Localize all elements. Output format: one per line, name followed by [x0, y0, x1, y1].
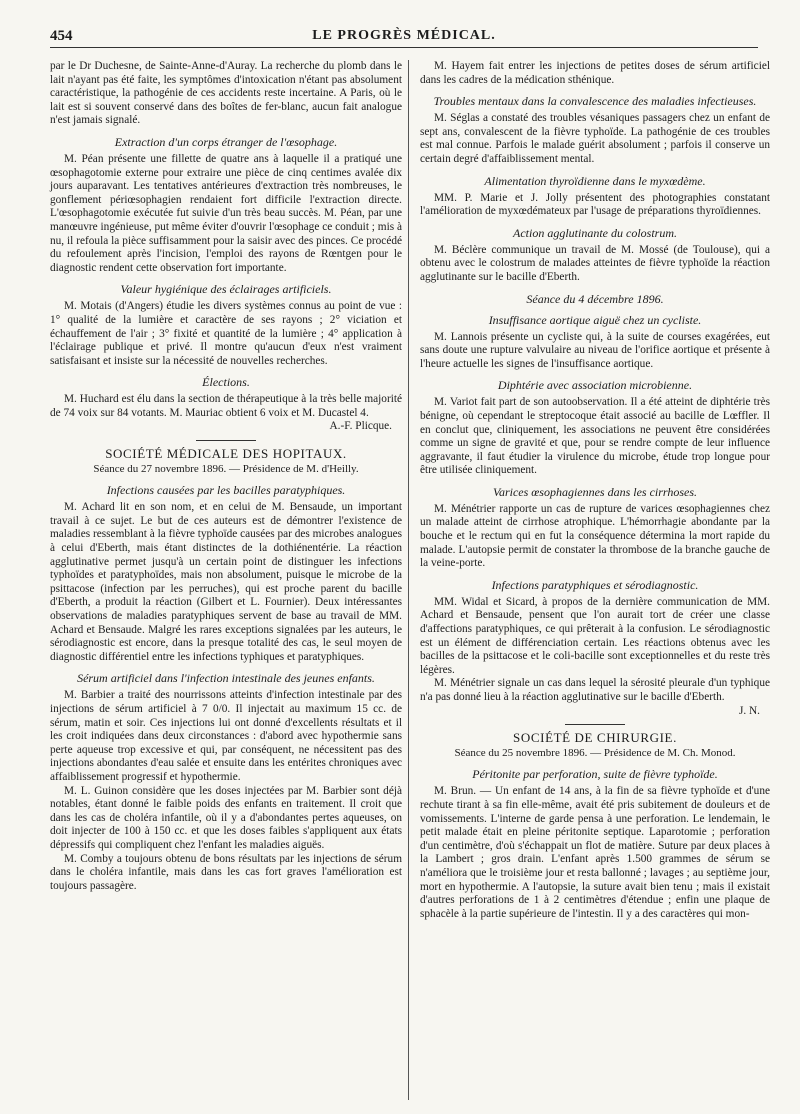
paragraph-barbier: M. Barbier a traité des nourrissons atteints d'infection intestinale par des injections de sérum artificiel à 7 0/0. Il injectait au maximum 15 cc. de sérum, matin et soir. Ces injections lui ont donné d'excellents résultats et il les croit indiquées dans deux circonstances : d'abord avec hypothermie sans perte aqueuse trop excessive et qui, par conséquent, ne nécessitent pas des injections abondantes d'eau salée et ensuite dans les entérites chroniques avec affaiblissement progressif et hypothermie. [50, 689, 402, 783]
section-divider-2 [565, 724, 625, 725]
paragraph-menetrier-2: M. Ménétrier signale un cas dans lequel la sérosité pleurale d'un typhique n'a pas donné lieu à la réaction agglutinative sur le bacille d'Eberth. [420, 677, 770, 703]
heading-action: Action agglutinante du colostrum. [513, 225, 677, 240]
heading-elections: Élections. [202, 375, 250, 390]
paragraph-motais: M. Motais (d'Angers) étudie les divers systèmes connus au point de vue : 1° qualité de la lumière et caractère de ses rayons ; 2° viciation et échauffement de l'air ; 3° fixité et quantité de la lumière ; 4° application à l'éclairage publique et privé. Il montre qu'aucun d'eux n'est vraiment satisfaisant et insiste sur la nécessité de nouvelles recherches. [50, 300, 402, 367]
paragraph-marie: MM. P. Marie et J. Jolly présentent des photographies constatant l'amélioration de myxœdémateux par l'usage de préparations thyroïdiennes. [420, 191, 770, 218]
heading-extraction: Extraction d'un corps étranger de l'œsophage. [114, 134, 338, 149]
paragraph-beclere: M. Béclère communique un travail de M. Mossé (de Toulouse), qui a obtenu avec le colostrum de malades atteintes de fièvre typhoïde la réaction agglutinante sur le bacille d'Eberth. [420, 243, 770, 283]
seance-4-decembre: Séance du 4 décembre 1896. [526, 291, 664, 306]
column-divider [408, 60, 409, 1100]
page-number: 454 [50, 28, 73, 44]
heading-troubles: Troubles mentaux dans la convalescence des maladies infectieuses. [433, 94, 757, 109]
paragraph-huchard: M. Huchard est élu dans la section de thérapeutique à la très belle majorité de 74 voix sur 84 votants. M. Mauriac obtient 6 voix et M. Ducastel 4. [50, 393, 402, 419]
society-hopitaux-title: SOCIÉTÉ MÉDICALE DES HOPITAUX. [105, 446, 347, 462]
section-divider [196, 440, 256, 441]
paragraph-pean: M. Péan présente une fillette de quatre ans à laquelle il a pratiqué une œsophagotomie externe pour extraire une pièce de cinq centimes avalée dix jours auparavant. Les tentatives antérieures d'extraction très nombreuses, le gonflement périœsophagien rendaient fort difficile l'extraction directe. L'œsophagotomie exécutée fut suivie d'un très beau succès. M. Péan, par une manœuvre ingénieuse, put même éviter d'ouvrir l'œsophage ce conduit ; mis à nu, il refoula la pièce suffisamment pour la saisir avec des pinces. Ce procédé du refoulement après l'incision, l'emploi des rayons de Rœntgen pour le diagnostic rendent cette observation fort importante. [50, 152, 402, 274]
right-column [420, 60, 770, 921]
running-title: LE PROGRÈS MÉDICAL. [312, 28, 496, 43]
paragraph-widal: MM. Widal et Sicard, à propos de la dernière communication de MM. Achard et Bensaude, pensent que l'on aurait tort de créer une classe d'affections paratyphiques, ce qui prêterait à la confusion. Le sérodiagnostic est un élément de différenciation certain. Les réactions obtenus avec les bacilles de la psittacose et le coli-bacille sont exceptionnelles et du reste très légères. [420, 595, 770, 676]
heading-peritonite: Péritonite par perforation, suite de fièvre typhoïde. [472, 767, 718, 782]
heading-insuffisance: Insuffisance aortique aiguë chez un cycliste. [488, 312, 702, 327]
heading-serum: Sérum artificiel dans l'infection intestinale des jeunes enfants. [77, 671, 375, 686]
left-column [50, 60, 402, 893]
heading-varices: Varices œsophagiennes dans les cirrhoses. [492, 484, 698, 499]
signature-jn: J. N. [738, 704, 760, 717]
paragraph-lannois: M. Lannois présente un cycliste qui, à la suite de courses exagérées, eut sans doute une rupture valvulaire au niveau de l'orifice aortique et présente à l'heure actuelle les signes de l'insuffisance aortique. [420, 330, 770, 370]
paragraph-seglas: M. Séglas a constaté des troubles vésaniques passagers chez un enfant de sept ans, convalescent de la fièvre typhoïde. La pathogénie de ces troubles est mal connue. Parfois le malade guérit absolument ; parfois il conserve un certain degré d'affaiblissement mental. [420, 112, 770, 165]
seance-25-novembre: Séance du 25 novembre 1896. — Présidence de M. Ch. Monod. [454, 746, 736, 759]
seance-27-novembre: Séance du 27 novembre 1896. — Présidence de M. d'Heilly. [93, 462, 359, 475]
paragraph-achard: M. Achard lit en son nom, et en celui de M. Bensaude, un important travail à ce sujet. Le but de ces auteurs est de démontrer l'existence de maladies ressemblant à la fièvre typhoïde causées par des microbes analogues à celui d'Eberth, mais étant distinctes de la dothiénentérie. La réaction agglutinative permet jusqu'à un certain point de distinguer les infections typhoïdes et paratyphoïdes, mais non absolument, puisque le microbe de la psittacose (infection par les perruches), qui est proche parent du bacille d'Eberth, a produit la réaction (Gilbert et L. Fournier). Deux intéressantes observations de maladies paratyphiques servent de base au travail de MM. Achard et Bensaude. Malgré les rares exceptions signalées par les auteurs, le sérodiagnostic est encore, dans la presque totalité des cas, le seul moyen de diagnostic différentiel entre les infections typhiques et paratyphiques. [50, 501, 402, 663]
paragraph-hayem: M. Hayem fait entrer les injections de petites doses de sérum artificiel dans les cadres de la médication sthénique. [420, 60, 770, 86]
paragraph-comby: M. Comby a toujours obtenu de bons résultats par les injections de sérum dans le choléra infantile, mais dans les cas fort graves l'amélioration est toujours passagère. [50, 852, 402, 892]
heading-alimentation: Alimentation thyroïdienne dans le myxœdème. [484, 173, 706, 188]
heading-valeur: Valeur hygiénique des éclairages artificiels. [120, 282, 332, 297]
heading-diphterie: Diphtérie avec association microbienne. [497, 378, 693, 393]
paragraph-brun: M. Brun. — Un enfant de 14 ans, à la fin de sa fièvre typhoïde et d'une rechute tirant à sa fin elle-même, avait été pris subitement de douleurs et de vomissements. L'interne de garde pensa à une perforation. Le lendemain, le petit malade était en pleine péritonite septique. Laparotomie ; perforation d'un centimètre, d'où s'échappait un flot de matière. Suture par deux places à la Lambert ; gros drain. L'enfant après 1.500 grammes de sérum se n'améliora que le troisième jour et resta ballonné ; lavages ; au septième jour, mort en hypothermie. A l'autopsie, la suture avait bien tenu ; mais il existait d'autres perforations de 1 à 2 centimètres d'étendue ; enfin une plaque de sphacèle à la partie supérieure de l'intestin. Il y a des caractères qui mon- [420, 785, 770, 920]
paragraph-guinon: M. L. Guinon considère que les doses injectées par M. Barbier sont déjà notables, étant donné le faible poids des enfants en traitement. Il croit que dans les cas de choléra infantile, où il y a d'abondantes pertes aqueuses, on doit injecter de 100 à 150 cc. et que les doses faibles s'appliquent aux états dépressifs qui compliquent chez l'enfant les maladies aiguës. [50, 784, 402, 851]
paragraph-intro: par le Dr Duchesne, de Sainte-Anne-d'Auray. La recherche du plomb dans le lait n'ayant pas été faite, les symptômes d'intoxication n'étant pas absolument caractéristique, la pathogénie de ces accidents reste incertaine. A Paris, où le lait est si souvent conservé dans des boîtes de fer-blanc, aucun fait analogue n'est jamais signalé. [50, 60, 402, 127]
paragraph-variot: M. Variot fait part de son autoobservation. Il a été atteint de diphtérie très bénigne, où cependant le streptocoque était associé au bacille de Lœffler. Il en conclut que, cliniquement, les associations ne peuvent être considérées comme un signe de gravité et que, pour se rendre compte de leur influence aggravante, il faut étudier la virulence du microbe, étude trop longue pour être utilisée cliniquement. [420, 396, 770, 477]
paragraph-menetrier: M. Ménétrier rapporte un cas de rupture de varices œsophagiennes chez un malade atteint de cirrhose atrophique. L'hémorrhagie abondante par la bouche et le rectum qui en fut la conséquence détermina la mort rapide du malade. L'autopsie permit de constater la thrombose de la branche gauche de la veine-porte. [420, 502, 770, 570]
page-header [50, 26, 758, 48]
society-chirurgie-title: SOCIÉTÉ DE CHIRURGIE. [513, 730, 677, 746]
signature-plicque: A.-F. Plicque. [329, 420, 392, 433]
heading-paratyphiques: Infections paratyphiques et sérodiagnostic. [491, 577, 699, 592]
heading-infections: Infections causées par les bacilles paratyphiques. [106, 483, 346, 498]
